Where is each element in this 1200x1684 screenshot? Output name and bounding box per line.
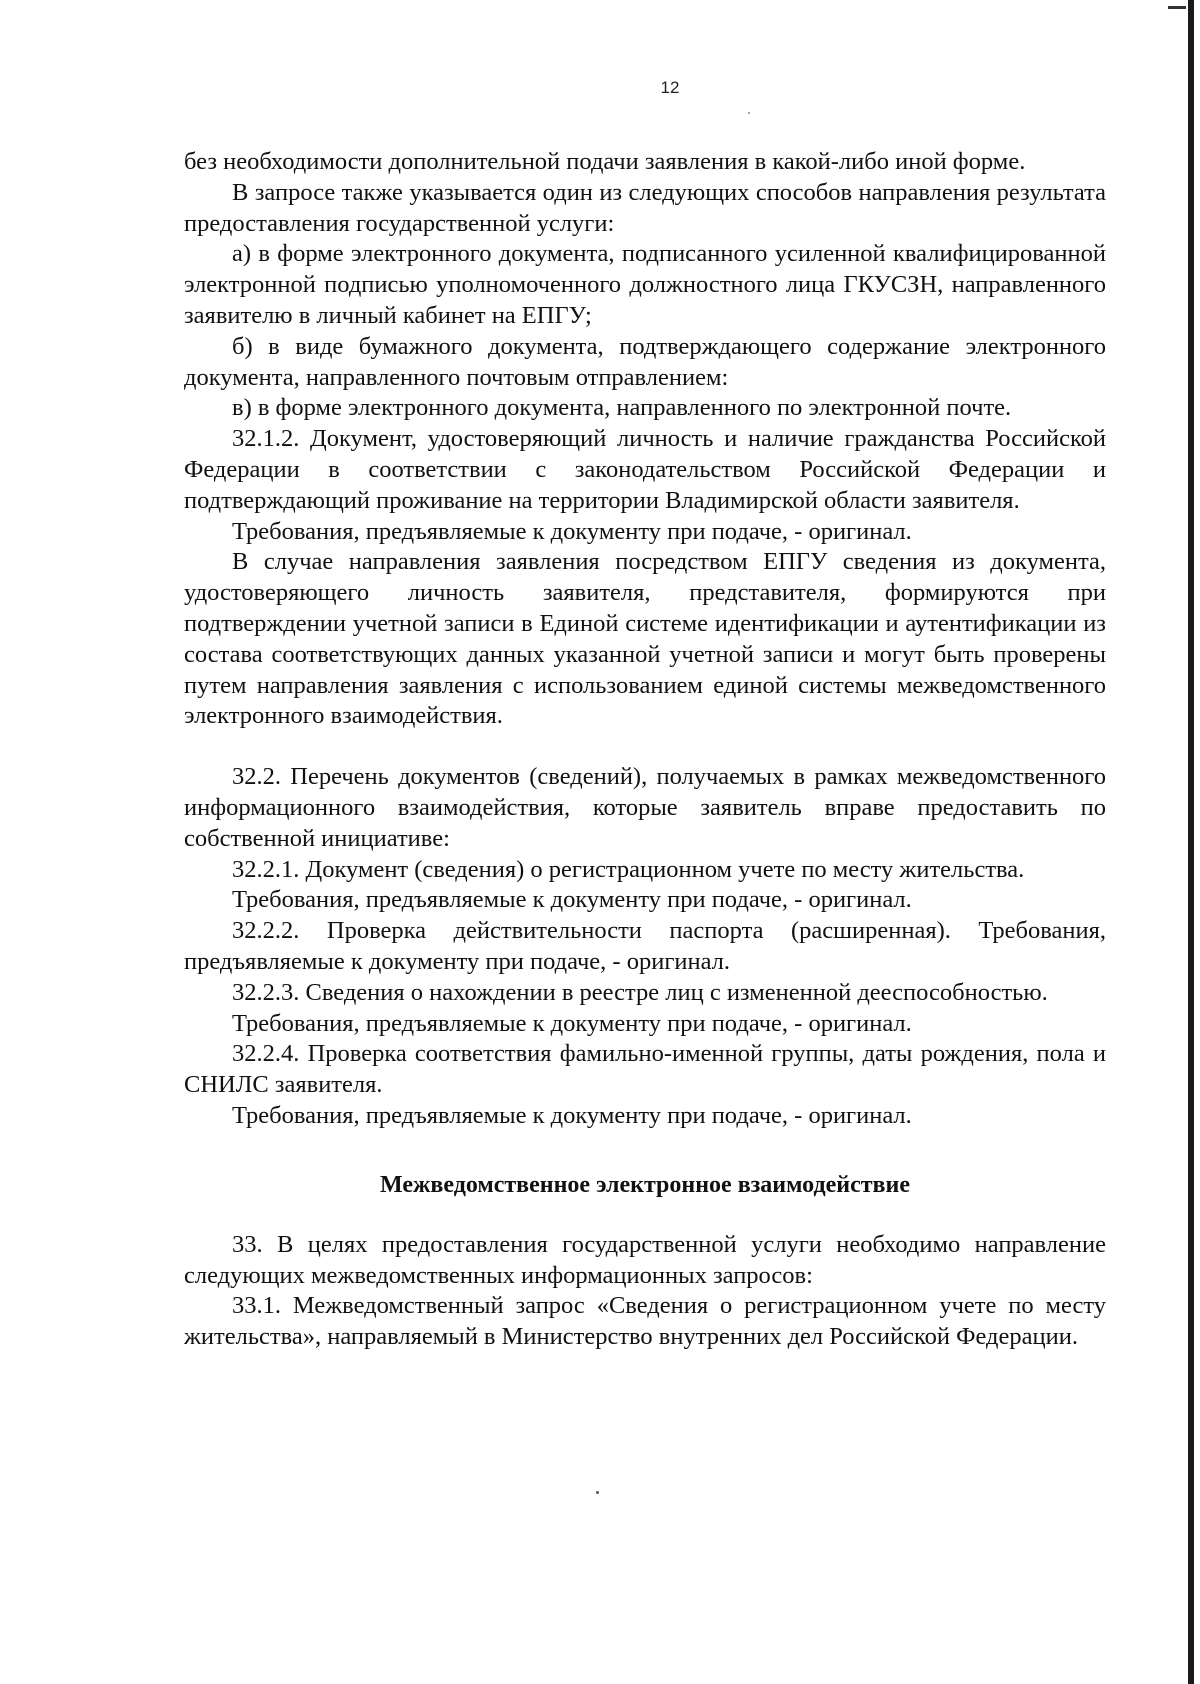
- scan-page-corner-mark: [1168, 6, 1186, 9]
- list-item-c: в) в форме электронного документа, направленного по электронной почте.: [232, 394, 1012, 422]
- requirement-note: Требования, предъявляемые к документу при подаче, - оригинал.: [232, 1101, 912, 1129]
- scan-speck: [748, 112, 750, 114]
- list-item-b: б) в виде бумажного документа, подтверждающего содержание электронного документа, направленного почтовым отправлением:: [184, 332, 1106, 391]
- clause-32-2-3: 32.2.3. Сведения о нахождении в реестре лиц с измененной дееспособностью.: [232, 978, 1048, 1006]
- scan-speck: [596, 1491, 599, 1494]
- section-heading: Межведомственное электронное взаимодействие: [380, 1171, 910, 1198]
- requirement-note: Требования, предъявляемые к документу при подаче, - оригинал.: [232, 517, 912, 545]
- paragraph: В запросе также указывается один из следующих способов направления результата предоставления государственной услуги:: [184, 178, 1106, 237]
- clause-33-1: 33.1. Межведомственный запрос «Сведения о регистрационном учете по месту жительства», направляемый в Министерство внутренних дел Российской Федерации.: [184, 1292, 1106, 1351]
- requirement-note: Требования, предъявляемые к документу при подаче, - оригинал.: [232, 886, 912, 914]
- document-body: [184, 147, 1106, 1353]
- paragraph: без необходимости дополнительной подачи заявления в какой-либо иной форме.: [184, 148, 1026, 175]
- list-item-a: а) в форме электронного документа, подписанного усиленной квалифицированной электронной подписью уполномоченного должностного лица ГКУСЗН, направленного заявителю в личный кабинет на ЕПГУ;: [184, 240, 1106, 329]
- clause-32-2-2: 32.2.2. Проверка действительности паспорта (расширенная). Требования, предъявляемые к документу при подаче, - оригинал.: [184, 917, 1106, 975]
- requirement-note: Требования, предъявляемые к документу при подаче, - оригинал.: [232, 1009, 912, 1037]
- clause-32-2: 32.2. Перечень документов (сведений), получаемых в рамках межведомственного информационного взаимодействия, которые заявитель вправе предоставить по собственной инициативе:: [184, 763, 1106, 852]
- clause-32-2-1: 32.2.1. Документ (сведения) о регистрационном учете по месту жительства.: [232, 855, 1025, 883]
- paragraph: В случае направления заявления посредством ЕПГУ сведения из документа, удостоверяющего личность заявителя, представителя, формируются при подтверждении учетной записи в Единой системе идентификации и аутентификации из состава соответствующих данных указанной учетной записи и могут быть проверены путем направления заявления с использованием единой системы межведомственного электронного взаимодействия.: [184, 548, 1106, 730]
- page-number: 12: [660, 78, 680, 97]
- scan-page-edge: [1188, 0, 1194, 1684]
- clause-32-1-2: 32.1.2. Документ, удостоверяющий личность и наличие гражданства Российской Федерации в соответствии с законодательством Российской Федерации и подтверждающий проживание на территории Владимирской области заявителя.: [184, 425, 1106, 514]
- clause-32-2-4: 32.2.4. Проверка соответствия фамильно-именной группы, даты рождения, пола и СНИЛС заявителя.: [184, 1040, 1106, 1099]
- clause-33: 33. В целях предоставления государственной услуги необходимо направление следующих межведомственных информационных запросов:: [184, 1230, 1106, 1289]
